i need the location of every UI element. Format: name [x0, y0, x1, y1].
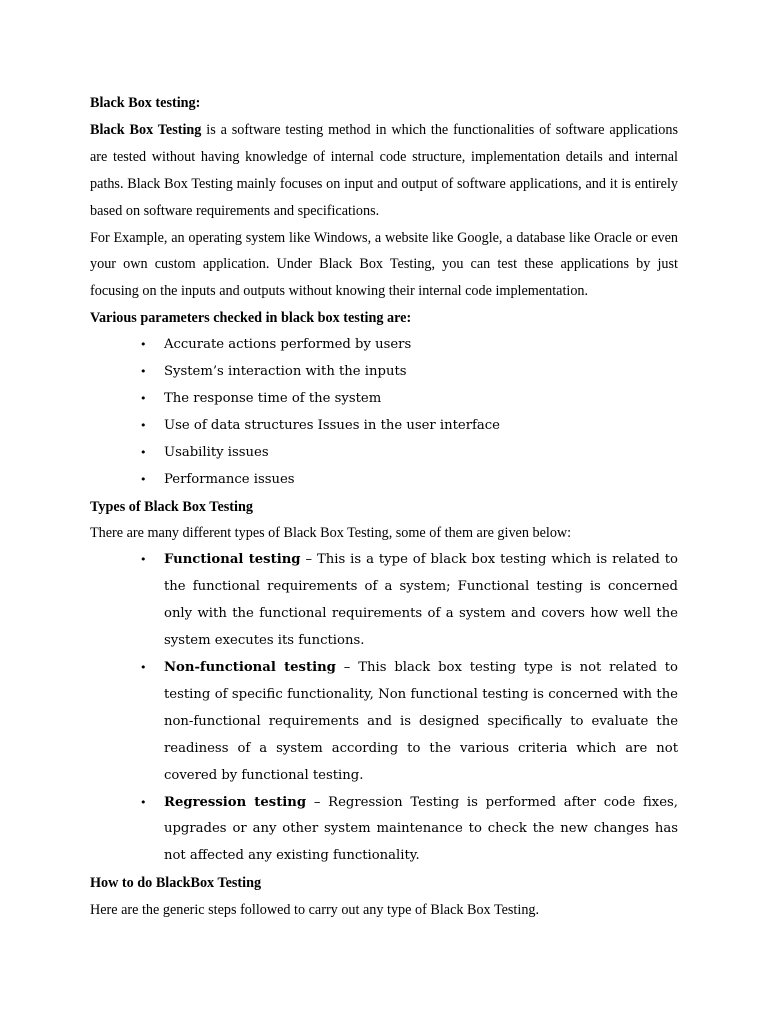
type-term: Regression testing [164, 794, 307, 810]
howto-heading: How to do BlackBox Testing [90, 875, 262, 892]
list-item-text: The response time of the system [164, 390, 382, 406]
bullet-icon: • [140, 365, 147, 379]
parameters-heading: Various parameters checked in black box testing are: [90, 310, 412, 327]
type-description: – This black box testing type is not related to testing of specific functionality, Non functional testing is concerned with the non-functional requirements and is designed specifically to evaluate the readiness of a system according to the various criteria which are not covered by functional testing. [164, 659, 678, 783]
bullet-icon: • [140, 660, 147, 674]
types-list [90, 547, 678, 870]
list-item [140, 440, 678, 467]
type-item-functional [140, 547, 678, 655]
howto-text: Here are the generic steps followed to carry out any type of Black Box Testing. [90, 902, 540, 919]
list-item-text: Performance issues [164, 471, 295, 487]
type-term: Functional testing [164, 552, 301, 568]
bullet-icon: • [140, 418, 147, 432]
bullet-icon: • [140, 795, 147, 809]
list-item [140, 332, 678, 359]
list-item-text: System’s interaction with the inputs [164, 364, 407, 380]
list-item [140, 386, 678, 413]
type-description: – This is a type of black box testing which is related to the functional requirements of a system; Functional testing is concerned only with the functional requirements of a system and covers how well the system executes its functions. [164, 552, 678, 649]
bullet-icon: • [140, 472, 147, 486]
bullet-icon: • [140, 445, 147, 459]
list-item [140, 413, 678, 440]
list-item [140, 467, 678, 494]
type-term: Non-functional testing [164, 659, 336, 675]
intro-text: is a software testing method in which the functionalities of software applications are tested without having knowledge of internal code structure, implementation details and internal paths. Black Box Testing mainly focuses on input and output of software applications, and it is entirely based on software requirements and specifications. [90, 121, 678, 219]
list-item [140, 359, 678, 386]
type-description: – Regression Testing is performed after code fixes, upgrades or any other system maintenance to check the new changes has not affected any existing functionality. [164, 794, 678, 864]
types-intro: There are many different types of Black Box Testing, some of them are given below: [90, 525, 572, 542]
list-item-text: Accurate actions performed by users [164, 337, 412, 353]
section-heading-black-box: Black Box testing: [90, 95, 201, 111]
list-item-text: Use of data structures Issues in the user interface [164, 417, 500, 433]
bullet-icon: • [140, 338, 147, 352]
type-item-regression [140, 790, 678, 871]
bullet-icon: • [140, 391, 147, 405]
parameters-list [90, 332, 678, 493]
intro-term: Black Box Testing [90, 121, 202, 138]
example-paragraph: For Example, an operating system like Windows, a website like Google, a database like Oracle or even your own custom application. Under Black Box Testing, you can test these applications by just focusing on the inputs and outputs without knowing their internal code implementation. [90, 229, 678, 300]
list-item-text: Usability issues [164, 444, 269, 460]
bullet-icon: • [140, 553, 147, 567]
types-heading: Types of Black Box Testing [90, 498, 253, 515]
intro-paragraph [90, 117, 678, 225]
document-page [90, 90, 678, 924]
type-item-non-functional [140, 655, 678, 790]
